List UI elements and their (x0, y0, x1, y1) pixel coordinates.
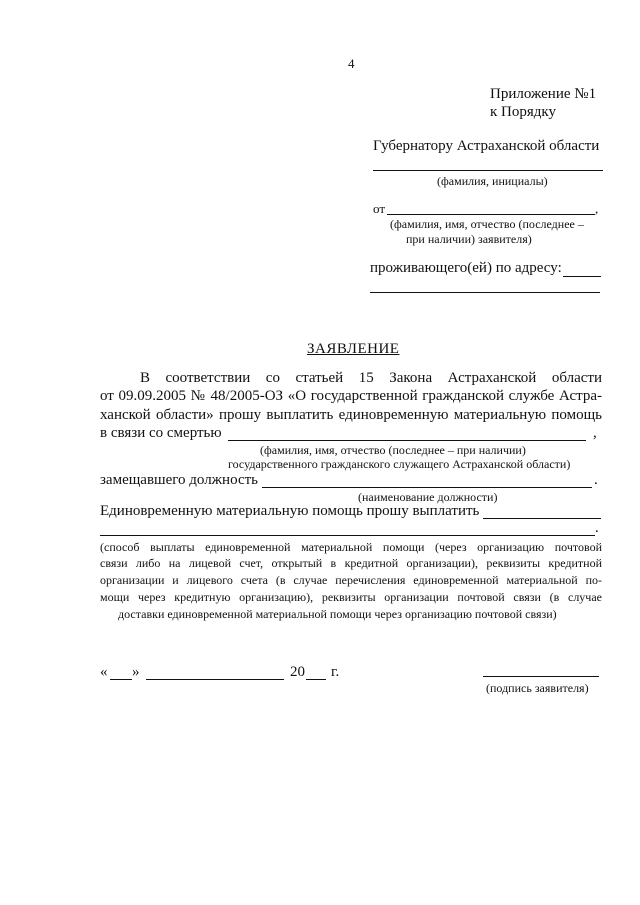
payment-hint-1: (способ выплаты единовременной материальной помощи (через организацию почтовой (100, 540, 602, 554)
payment-hint-2: связи либо на лицевой счет, открытый в кредитной организации), реквизиты кредитной (100, 556, 602, 570)
appendix-title: Приложение №1 (490, 86, 597, 102)
applicant-name-hint-2: при наличии) заявителя) (406, 232, 532, 246)
body-line-3: ханской области» прошу выплатить единовременную материальную помощь (100, 407, 602, 423)
appendix-subtitle: к Порядку (490, 104, 556, 120)
page-number: 4 (348, 56, 355, 71)
addressee-name-hint: (фамилия, инициалы) (437, 174, 548, 188)
payment-hint-3: организации и лицевого счета (в случае перечисления единовременной материальной по- (100, 573, 602, 587)
document-title: ЗАЯВЛЕНИЕ (307, 341, 400, 357)
addressee-to: Губернатору Астраханской области (373, 138, 600, 154)
payment-end: . (595, 520, 599, 536)
addressee-name-line[interactable] (373, 170, 603, 171)
deceased-hint-2: государственного гражданского служащего Астраханской области) (228, 457, 571, 471)
from-prefix: от (373, 201, 386, 216)
body-line-4-end: , (593, 425, 597, 441)
signature-hint: (подпись заявителя) (486, 681, 589, 695)
address-line-1[interactable] (563, 276, 601, 277)
payment-hint-4: мощи через кредитную организацию), реквизиты организации почтовой связи (в случае (100, 590, 602, 604)
date-year-line[interactable] (306, 679, 326, 680)
from-suffix: , (595, 201, 599, 216)
position-end: . (594, 472, 598, 488)
deceased-hint-1: (фамилия, имя, отчество (последнее – при наличии) (260, 443, 526, 457)
body-line-4: в связи со смертью (100, 425, 222, 441)
signature-line[interactable] (483, 676, 599, 677)
applicant-name-line[interactable] (387, 214, 595, 215)
position-line[interactable] (262, 487, 592, 488)
year-suffix: г. (331, 664, 340, 680)
payment-label: Единовременную материальную помощь прошу выплатить (100, 503, 480, 519)
payment-line-2[interactable] (100, 535, 595, 536)
position-hint: (наименование должности) (358, 490, 498, 504)
deceased-name-line[interactable] (228, 440, 586, 441)
body-line-2: от 09.09.2005 № 48/2005-ОЗ «О государственной гражданской службе Астра- (100, 388, 602, 404)
date-close-quote: » (132, 664, 140, 680)
position-label: замещавшего должность (100, 472, 258, 488)
payment-line-1[interactable] (483, 518, 601, 519)
date-open-quote: « (100, 664, 108, 680)
address-label: проживающего(ей) по адресу: (370, 260, 562, 276)
payment-hint-5: доставки единовременной материальной помощи через организацию почтовой связи) (118, 607, 557, 621)
year-prefix: 20 (290, 664, 305, 680)
body-line-1: В соответствии со статьей 15 Закона Астраханской области (140, 370, 602, 386)
applicant-name-hint-1: (фамилия, имя, отчество (последнее – (390, 217, 584, 231)
date-day-line[interactable] (110, 679, 132, 680)
address-line-2[interactable] (370, 292, 600, 293)
date-month-line[interactable] (146, 679, 284, 680)
